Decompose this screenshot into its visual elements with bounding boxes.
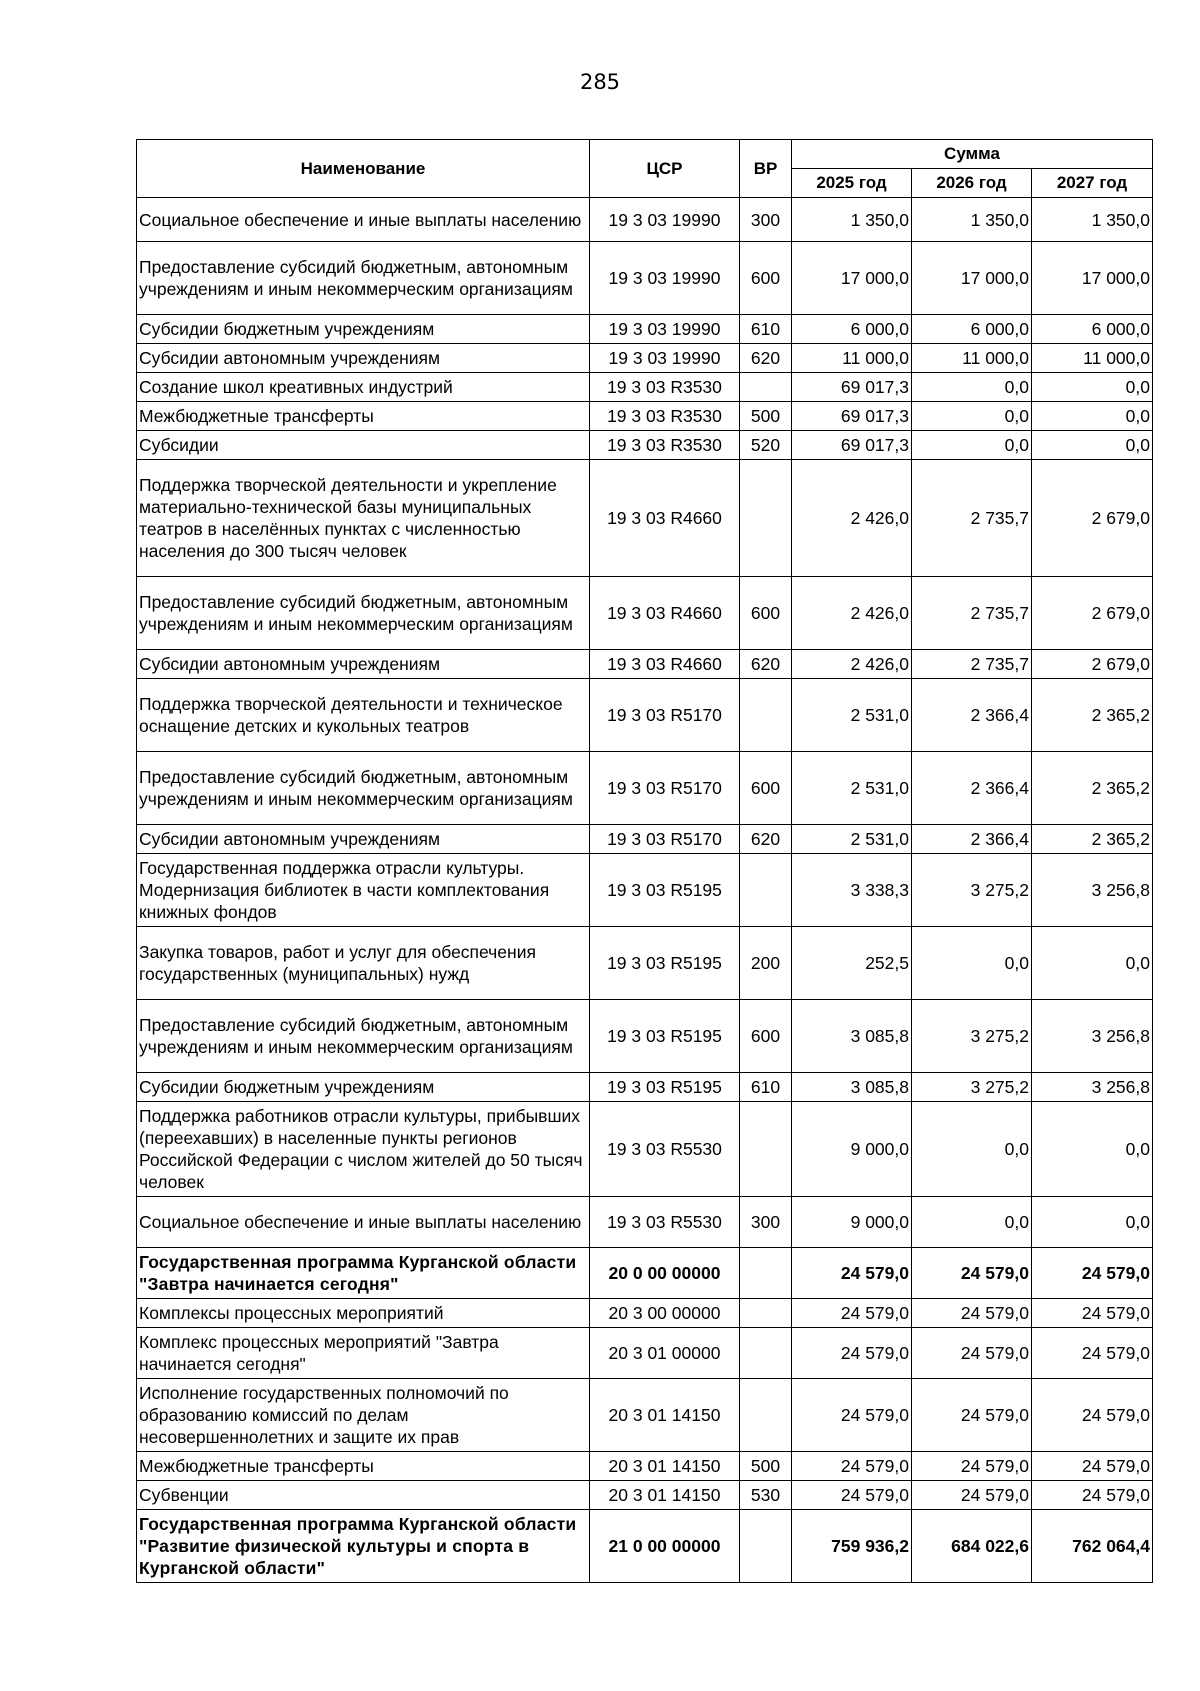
table-body: [137, 198, 1153, 1583]
row-csr-code: 21 0 00 00000: [590, 1510, 740, 1583]
row-amount-2027: 0,0: [1032, 1102, 1153, 1197]
row-amount-2026: 24 579,0: [912, 1481, 1032, 1510]
row-amount-2027: 17 000,0: [1032, 242, 1153, 315]
row-amount-2027: 0,0: [1032, 1197, 1153, 1248]
row-csr-code: 20 3 01 14150: [590, 1452, 740, 1481]
row-amount-2025: 24 579,0: [792, 1299, 912, 1328]
row-amount-2027: 2 365,2: [1032, 752, 1153, 825]
table-row: [137, 315, 1153, 344]
table-row: [137, 344, 1153, 373]
row-amount-2025: 2 531,0: [792, 752, 912, 825]
row-amount-2027: 24 579,0: [1032, 1328, 1153, 1379]
row-amount-2027: 6 000,0: [1032, 315, 1153, 344]
table-row: [137, 1000, 1153, 1073]
table-row: [137, 1248, 1153, 1299]
row-amount-2025: 2 531,0: [792, 679, 912, 752]
row-csr-code: 20 3 00 00000: [590, 1299, 740, 1328]
table-row: [137, 402, 1153, 431]
table-row: [137, 198, 1153, 242]
row-name: Межбюджетные трансферты: [137, 1452, 590, 1481]
row-name: Предоставление субсидий бюджетным, автономным учреждениям и иным некоммерческим организациям: [137, 577, 590, 650]
row-csr-code: 19 3 03 R5170: [590, 825, 740, 854]
row-name: Закупка товаров, работ и услуг для обеспечения государственных (муниципальных) нужд: [137, 927, 590, 1000]
row-csr-code: 19 3 03 R3530: [590, 402, 740, 431]
row-name: Субвенции: [137, 1481, 590, 1510]
row-csr-code: 19 3 03 19990: [590, 242, 740, 315]
row-name: Социальное обеспечение и иные выплаты населению: [137, 1197, 590, 1248]
row-amount-2025: 3 085,8: [792, 1000, 912, 1073]
row-amount-2026: 3 275,2: [912, 1073, 1032, 1102]
row-csr-code: 19 3 03 R5170: [590, 679, 740, 752]
table-row: [137, 1510, 1153, 1583]
row-vr-code: 620: [740, 825, 792, 854]
row-name: Субсидии автономным учреждениям: [137, 825, 590, 854]
row-amount-2027: 2 679,0: [1032, 577, 1153, 650]
row-amount-2025: 3 085,8: [792, 1073, 912, 1102]
table-row: [137, 927, 1153, 1000]
row-vr-code: [740, 373, 792, 402]
row-amount-2026: 0,0: [912, 1102, 1032, 1197]
row-name: Комплекс процессных мероприятий "Завтра начинается сегодня": [137, 1328, 590, 1379]
row-amount-2026: 0,0: [912, 927, 1032, 1000]
row-vr-code: 300: [740, 198, 792, 242]
row-amount-2027: 24 579,0: [1032, 1452, 1153, 1481]
row-amount-2027: 762 064,4: [1032, 1510, 1153, 1583]
row-amount-2025: 24 579,0: [792, 1248, 912, 1299]
header-year-2027: 2027 год: [1032, 169, 1153, 198]
table-row: [137, 1379, 1153, 1452]
row-name: Поддержка творческой деятельности и укрепление материально-технической базы муниципальных театров в населённых пунктах с численностью населения до 300 тысяч человек: [137, 460, 590, 577]
row-amount-2027: 24 579,0: [1032, 1248, 1153, 1299]
row-vr-code: 600: [740, 752, 792, 825]
row-name: Субсидии автономным учреждениям: [137, 650, 590, 679]
row-amount-2025: 69 017,3: [792, 373, 912, 402]
row-amount-2026: 24 579,0: [912, 1248, 1032, 1299]
row-name: Государственная программа Курганской области "Развитие физической культуры и спорта в Курганской области": [137, 1510, 590, 1583]
row-name: Межбюджетные трансферты: [137, 402, 590, 431]
row-amount-2026: 24 579,0: [912, 1299, 1032, 1328]
row-amount-2025: 9 000,0: [792, 1102, 912, 1197]
row-amount-2026: 2 366,4: [912, 825, 1032, 854]
header-csr: ЦСР: [590, 140, 740, 198]
row-amount-2025: 3 338,3: [792, 854, 912, 927]
row-amount-2027: 24 579,0: [1032, 1299, 1153, 1328]
table-row: [137, 242, 1153, 315]
row-amount-2026: 17 000,0: [912, 242, 1032, 315]
table-header: [137, 140, 1153, 198]
row-vr-code: [740, 460, 792, 577]
row-name: Поддержка творческой деятельности и техническое оснащение детских и кукольных театров: [137, 679, 590, 752]
table-row: [137, 825, 1153, 854]
row-amount-2026: 0,0: [912, 1197, 1032, 1248]
row-amount-2027: 0,0: [1032, 927, 1153, 1000]
row-csr-code: 19 3 03 R3530: [590, 373, 740, 402]
row-name: Предоставление субсидий бюджетным, автономным учреждениям и иным некоммерческим организациям: [137, 1000, 590, 1073]
row-csr-code: 19 3 03 R5170: [590, 752, 740, 825]
row-amount-2027: 3 256,8: [1032, 1000, 1153, 1073]
row-amount-2027: 0,0: [1032, 373, 1153, 402]
row-csr-code: 19 3 03 R4660: [590, 650, 740, 679]
header-year-2025: 2025 год: [792, 169, 912, 198]
row-amount-2026: 24 579,0: [912, 1452, 1032, 1481]
row-csr-code: 19 3 03 19990: [590, 198, 740, 242]
table-row: [137, 1073, 1153, 1102]
row-amount-2025: 9 000,0: [792, 1197, 912, 1248]
row-amount-2027: 1 350,0: [1032, 198, 1153, 242]
row-amount-2027: 2 679,0: [1032, 460, 1153, 577]
row-vr-code: 300: [740, 1197, 792, 1248]
row-name: Государственная поддержка отрасли культуры. Модернизация библиотек в части комплектования книжных фондов: [137, 854, 590, 927]
row-amount-2025: 6 000,0: [792, 315, 912, 344]
row-vr-code: 610: [740, 1073, 792, 1102]
row-amount-2027: 0,0: [1032, 431, 1153, 460]
row-name: Поддержка работников отрасли культуры, прибывших (переехавших) в населенные пункты регионов Российской Федерации с числом жителей до 50 тысяч человек: [137, 1102, 590, 1197]
row-amount-2026: 1 350,0: [912, 198, 1032, 242]
row-vr-code: 620: [740, 650, 792, 679]
row-vr-code: [740, 1510, 792, 1583]
table-row: [137, 373, 1153, 402]
row-csr-code: 19 3 03 R5195: [590, 1000, 740, 1073]
row-amount-2025: 2 426,0: [792, 577, 912, 650]
row-amount-2027: 24 579,0: [1032, 1481, 1153, 1510]
row-amount-2025: 759 936,2: [792, 1510, 912, 1583]
row-amount-2025: 24 579,0: [792, 1481, 912, 1510]
row-vr-code: [740, 1102, 792, 1197]
row-amount-2025: 2 426,0: [792, 460, 912, 577]
row-amount-2026: 3 275,2: [912, 854, 1032, 927]
row-name: Создание школ креативных индустрий: [137, 373, 590, 402]
row-csr-code: 19 3 03 R5195: [590, 927, 740, 1000]
table-row: [137, 577, 1153, 650]
row-csr-code: 19 3 03 R5530: [590, 1197, 740, 1248]
table-row: [137, 854, 1153, 927]
row-amount-2026: 24 579,0: [912, 1379, 1032, 1452]
row-csr-code: 19 3 03 R4660: [590, 577, 740, 650]
row-amount-2025: 69 017,3: [792, 431, 912, 460]
row-amount-2025: 24 579,0: [792, 1379, 912, 1452]
row-amount-2025: 11 000,0: [792, 344, 912, 373]
row-amount-2026: 11 000,0: [912, 344, 1032, 373]
row-name: Субсидии бюджетным учреждениям: [137, 315, 590, 344]
row-amount-2025: 2 426,0: [792, 650, 912, 679]
row-csr-code: 20 3 01 00000: [590, 1328, 740, 1379]
row-name: Социальное обеспечение и иные выплаты населению: [137, 198, 590, 242]
table-row: [137, 650, 1153, 679]
row-amount-2025: 24 579,0: [792, 1452, 912, 1481]
row-amount-2025: 2 531,0: [792, 825, 912, 854]
row-amount-2027: 2 365,2: [1032, 825, 1153, 854]
row-amount-2027: 0,0: [1032, 402, 1153, 431]
row-amount-2027: 3 256,8: [1032, 1073, 1153, 1102]
row-csr-code: 20 0 00 00000: [590, 1248, 740, 1299]
row-amount-2026: 24 579,0: [912, 1328, 1032, 1379]
row-vr-code: 600: [740, 577, 792, 650]
row-csr-code: 19 3 03 R4660: [590, 460, 740, 577]
row-csr-code: 19 3 03 R5530: [590, 1102, 740, 1197]
row-name: Субсидии автономным учреждениям: [137, 344, 590, 373]
row-vr-code: 610: [740, 315, 792, 344]
row-name: Предоставление субсидий бюджетным, автономным учреждениям и иным некоммерческим организациям: [137, 242, 590, 315]
row-name: Субсидии бюджетным учреждениям: [137, 1073, 590, 1102]
row-csr-code: 19 3 03 R5195: [590, 1073, 740, 1102]
table-row: [137, 1481, 1153, 1510]
row-amount-2026: 6 000,0: [912, 315, 1032, 344]
row-vr-code: 520: [740, 431, 792, 460]
row-amount-2025: 252,5: [792, 927, 912, 1000]
table-row: [137, 752, 1153, 825]
table-row: [137, 431, 1153, 460]
row-vr-code: 620: [740, 344, 792, 373]
row-amount-2027: 3 256,8: [1032, 854, 1153, 927]
header-sum: Сумма: [792, 140, 1153, 169]
table-row: [137, 1328, 1153, 1379]
table-row: [137, 679, 1153, 752]
row-vr-code: 530: [740, 1481, 792, 1510]
table-row: [137, 460, 1153, 577]
row-amount-2025: 17 000,0: [792, 242, 912, 315]
row-name: Комплексы процессных мероприятий: [137, 1299, 590, 1328]
row-amount-2027: 2 679,0: [1032, 650, 1153, 679]
header-name: Наименование: [137, 140, 590, 198]
row-name: Субсидии: [137, 431, 590, 460]
row-vr-code: 200: [740, 927, 792, 1000]
row-amount-2025: 1 350,0: [792, 198, 912, 242]
row-name: Предоставление субсидий бюджетным, автономным учреждениям и иным некоммерческим организациям: [137, 752, 590, 825]
header-vr: ВР: [740, 140, 792, 198]
row-amount-2026: 2 735,7: [912, 577, 1032, 650]
row-amount-2027: 11 000,0: [1032, 344, 1153, 373]
row-amount-2026: 2 735,7: [912, 650, 1032, 679]
row-name: Исполнение государственных полномочий по образованию комиссий по делам несовершеннолетних и защите их прав: [137, 1379, 590, 1452]
row-amount-2026: 2 366,4: [912, 679, 1032, 752]
row-csr-code: 19 3 03 19990: [590, 315, 740, 344]
row-vr-code: 600: [740, 1000, 792, 1073]
row-csr-code: 19 3 03 R3530: [590, 431, 740, 460]
row-amount-2026: 3 275,2: [912, 1000, 1032, 1073]
row-amount-2027: 2 365,2: [1032, 679, 1153, 752]
row-amount-2026: 684 022,6: [912, 1510, 1032, 1583]
row-csr-code: 19 3 03 19990: [590, 344, 740, 373]
row-csr-code: 19 3 03 R5195: [590, 854, 740, 927]
row-amount-2026: 2 366,4: [912, 752, 1032, 825]
row-amount-2026: 0,0: [912, 373, 1032, 402]
row-vr-code: 600: [740, 242, 792, 315]
row-csr-code: 20 3 01 14150: [590, 1379, 740, 1452]
row-vr-code: [740, 854, 792, 927]
row-vr-code: [740, 679, 792, 752]
row-name: Государственная программа Курганской области "Завтра начинается сегодня": [137, 1248, 590, 1299]
row-amount-2025: 24 579,0: [792, 1328, 912, 1379]
row-vr-code: [740, 1248, 792, 1299]
page-number: 285: [579, 70, 621, 94]
row-amount-2026: 2 735,7: [912, 460, 1032, 577]
row-vr-code: 500: [740, 402, 792, 431]
row-amount-2025: 69 017,3: [792, 402, 912, 431]
row-amount-2027: 24 579,0: [1032, 1379, 1153, 1452]
row-vr-code: [740, 1328, 792, 1379]
table-row: [137, 1102, 1153, 1197]
row-amount-2026: 0,0: [912, 402, 1032, 431]
row-amount-2026: 0,0: [912, 431, 1032, 460]
row-csr-code: 20 3 01 14150: [590, 1481, 740, 1510]
table-row: [137, 1299, 1153, 1328]
header-year-2026: 2026 год: [912, 169, 1032, 198]
row-vr-code: [740, 1299, 792, 1328]
row-vr-code: 500: [740, 1452, 792, 1481]
table-row: [137, 1197, 1153, 1248]
row-vr-code: [740, 1379, 792, 1452]
table-row: [137, 1452, 1153, 1481]
budget-table: [136, 139, 1153, 1583]
